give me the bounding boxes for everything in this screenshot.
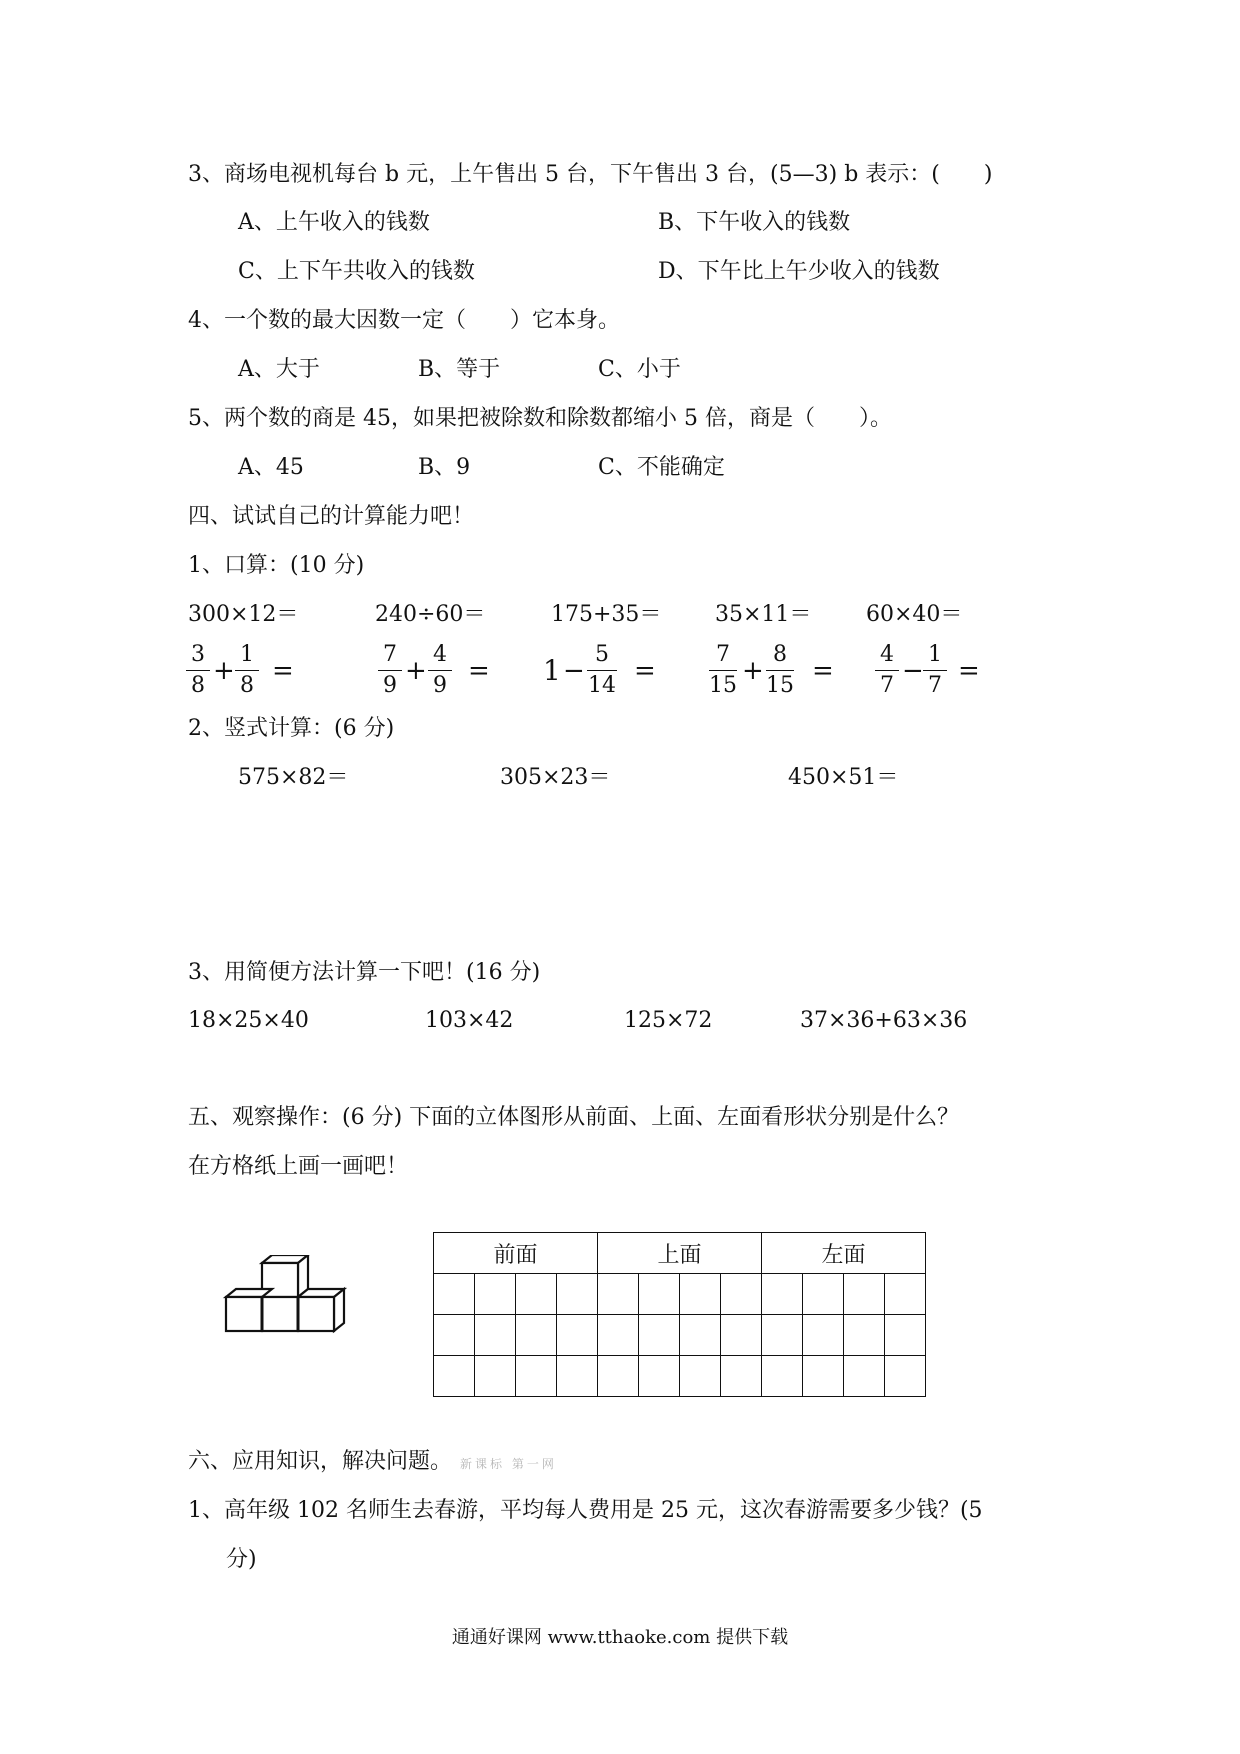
section5-line1: 五、观察操作：(6 分) 下面的立体图形从前面、上面、左面看形状分别是什么？	[188, 1105, 960, 1130]
grid-cell	[598, 1356, 639, 1397]
grid-cell	[803, 1274, 844, 1315]
cube-top-face	[226, 1289, 272, 1297]
vertical-calc-title: 2、竖式计算：(6 分)	[188, 716, 395, 741]
grid-cell	[557, 1356, 598, 1397]
equals-sign: =	[634, 656, 656, 686]
grid-cell	[516, 1315, 557, 1356]
grid-cell	[639, 1274, 680, 1315]
oral-item-4: 35×11＝	[715, 602, 812, 627]
grid-row	[434, 1356, 926, 1397]
oral-item-3: 175+35＝	[551, 602, 662, 627]
q3-option-c: C、上下午共收入的钱数	[238, 259, 475, 284]
grid-cell	[844, 1315, 885, 1356]
plus-operator: +	[405, 656, 427, 686]
q3-option-a: A、上午收入的钱数	[238, 210, 430, 235]
grid-cell	[885, 1315, 926, 1356]
q4-stem: 4、一个数的最大因数一定（ ）它本身。	[188, 308, 620, 333]
grid-cell	[803, 1315, 844, 1356]
oral-item-1: 300×12＝	[188, 602, 299, 627]
fraction: 7 9	[375, 642, 405, 699]
grid-cell	[844, 1356, 885, 1397]
q5-option-a: A、45	[238, 455, 304, 480]
minus-operator: −	[902, 656, 924, 686]
grid-cell	[639, 1315, 680, 1356]
q3-option-d: D、下午比上午少收入的钱数	[658, 259, 940, 284]
q4-option-a: A、大于	[238, 357, 320, 382]
q5-option-b: B、9	[418, 455, 471, 480]
grid-cell	[434, 1315, 475, 1356]
grid-cell	[721, 1274, 762, 1315]
simple-item-1: 18×25×40	[188, 1008, 309, 1033]
vertical-item-3: 450×51＝	[788, 765, 899, 790]
fraction: 4 7	[872, 642, 902, 699]
q6-1-line1: 1、高年级 102 名师生去春游，平均每人费用是 25 元，这次春游需要多少钱？(5	[188, 1498, 983, 1523]
grid-cell	[762, 1274, 803, 1315]
section6-title-line	[188, 1447, 557, 1479]
cube-front-face	[226, 1297, 262, 1331]
grid-cell	[721, 1356, 762, 1397]
plus-operator: +	[742, 656, 764, 686]
grid-cell	[434, 1274, 475, 1315]
q4-option-c: C、小于	[598, 357, 681, 382]
equals-sign: =	[468, 656, 490, 686]
plus-operator: +	[213, 656, 235, 686]
simple-item-4: 37×36+63×36	[800, 1008, 968, 1033]
fraction: 7 15	[709, 642, 737, 698]
grid-cell	[475, 1315, 516, 1356]
fraction: 1 7	[920, 642, 950, 699]
grid-cell	[680, 1315, 721, 1356]
grid-cell	[844, 1274, 885, 1315]
grid-cell	[762, 1315, 803, 1356]
grid-header-left: 左面	[762, 1233, 926, 1274]
equals-sign: =	[958, 656, 980, 686]
minus-operator: −	[563, 656, 585, 686]
vertical-item-2: 305×23＝	[500, 765, 611, 790]
cube-front-face	[262, 1297, 298, 1331]
grid-cell	[475, 1274, 516, 1315]
grid-cell	[434, 1356, 475, 1397]
fraction: 1 8	[232, 642, 262, 699]
grid-cell	[803, 1356, 844, 1397]
watermark-text: 新课标 第一网	[460, 1457, 557, 1471]
grid-header-top: 上面	[598, 1233, 762, 1274]
stacked-cubes-figure	[220, 1255, 355, 1355]
fraction: 4 9	[425, 642, 455, 699]
simple-item-2: 103×42	[425, 1008, 514, 1033]
grid-cell	[516, 1274, 557, 1315]
q3-stem: 3、商场电视机每台 b 元，上午售出 5 台，下午售出 3 台，(5—3) b 表示：( )	[188, 162, 993, 187]
fraction: 8 15	[766, 642, 794, 698]
grid-cell	[598, 1315, 639, 1356]
page-footer: 通通好课网 www.tthaoke.com 提供下载	[451, 1627, 789, 1648]
grid-cell	[762, 1356, 803, 1397]
cube-side-face	[334, 1289, 344, 1331]
grid-cell	[475, 1356, 516, 1397]
grid-cell	[557, 1315, 598, 1356]
simple-item-3: 125×72	[624, 1008, 713, 1033]
oral-item-2: 240÷60＝	[375, 602, 486, 627]
q4-option-b: B、等于	[418, 357, 501, 382]
grid-cell	[680, 1274, 721, 1315]
q6-1-line2: 分)	[226, 1547, 257, 1572]
equals-sign: =	[272, 656, 294, 686]
grid-cell	[885, 1356, 926, 1397]
whole-number: 1	[543, 654, 561, 687]
grid-row	[434, 1274, 926, 1315]
grid-cell	[721, 1315, 762, 1356]
grid-cell	[885, 1274, 926, 1315]
grid-cell	[598, 1274, 639, 1315]
grid-row	[434, 1315, 926, 1356]
simple-calc-title: 3、用简便方法计算一下吧！(16 分)	[188, 960, 541, 985]
cube-front-face	[298, 1297, 334, 1331]
grid-cell	[639, 1356, 680, 1397]
grid-cell	[516, 1356, 557, 1397]
oral-calc-title: 1、口算：(10 分)	[188, 553, 365, 578]
q3-option-b: B、下午收入的钱数	[658, 210, 851, 235]
fraction: 3 8	[183, 642, 213, 699]
fraction: 5 14	[588, 642, 616, 698]
drawing-grid	[433, 1232, 926, 1397]
equals-sign: =	[812, 656, 834, 686]
q5-option-c: C、不能确定	[598, 455, 725, 480]
q5-stem: 5、两个数的商是 45，如果把被除数和除数都缩小 5 倍，商是（ ）。	[188, 406, 892, 431]
vertical-item-1: 575×82＝	[238, 765, 349, 790]
grid-cell	[680, 1356, 721, 1397]
section5-line2: 在方格纸上画一画吧！	[188, 1154, 409, 1179]
oral-item-5: 60×40＝	[866, 602, 963, 627]
section6-title: 六、应用知识，解决问题。	[188, 1449, 453, 1474]
grid-header-front: 前面	[434, 1233, 598, 1274]
grid-cell	[557, 1274, 598, 1315]
section4-title: 四、试试自己的计算能力吧！	[188, 504, 475, 529]
